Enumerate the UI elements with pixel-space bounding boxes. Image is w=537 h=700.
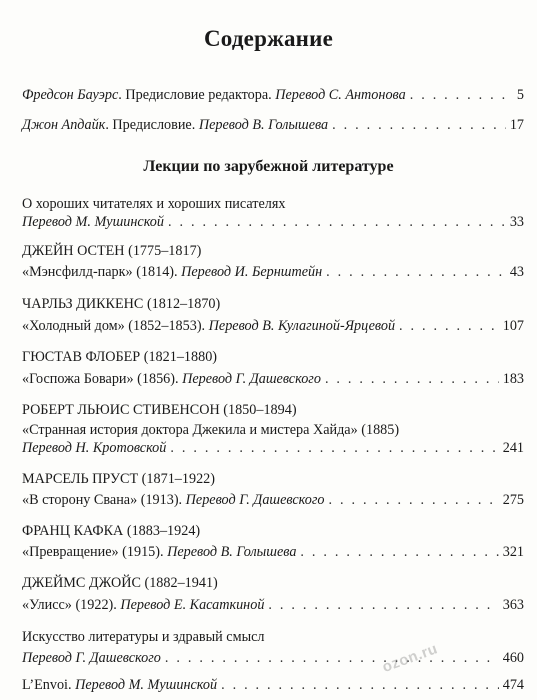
- dot-leader: [410, 85, 513, 105]
- toc-entry-front-2[interactable]: [22, 115, 524, 135]
- toc-entry-line[interactable]: [22, 595, 524, 615]
- dot-leader: [329, 490, 499, 510]
- dot-leader: [168, 212, 506, 232]
- toc-entry-text: [22, 369, 321, 389]
- page-number: 321: [502, 544, 524, 560]
- toc-entry-line[interactable]: [22, 438, 524, 458]
- translator-credit: Перевод В. Голышева: [167, 544, 297, 560]
- work-year: (1922).: [71, 597, 121, 613]
- page-number: 43: [509, 264, 524, 280]
- translator-credit: Перевод С. Антонова: [275, 87, 406, 103]
- watermark: ozon.ru: [380, 640, 440, 676]
- work-title: «Странная история доктора Джекила и мистера Хайда»: [22, 422, 358, 438]
- toc-entry-heading: РОБЕРТ ЛЬЮИС СТИВЕНСОН (1850–1894): [22, 402, 297, 418]
- page-title: Содержание: [204, 26, 333, 51]
- work-year: (1814).: [132, 264, 182, 280]
- dot-leader: [325, 369, 499, 389]
- translator-credit: Перевод И. Бернштейн: [181, 264, 323, 280]
- toc-entry-text: [22, 595, 264, 615]
- toc-entry-heading: ФРАНЦ КАФКА (1883–1924): [22, 523, 201, 539]
- author-name: Фредсон Бауэрс: [22, 87, 119, 103]
- author-name: Джон Апдайк: [22, 117, 106, 133]
- dot-leader: [170, 438, 498, 458]
- dot-leader: [300, 542, 498, 562]
- work-year: .: [67, 677, 76, 693]
- page-number: 33: [509, 214, 524, 230]
- page-number: 474: [502, 677, 524, 693]
- section-title: Лекции по зарубежной литературе: [143, 158, 394, 175]
- work-year: (1856).: [133, 371, 183, 387]
- translator-credit: Перевод Г. Дашевского: [182, 371, 321, 387]
- work-year: (1852–1853).: [124, 318, 209, 334]
- toc-entry-heading: ДЖЕЙН ОСТЕН (1775–1817): [22, 243, 202, 259]
- toc-entry-heading: ДЖЕЙМС ДЖОЙС (1882–1941): [22, 575, 218, 591]
- work-title: «Холодный дом»: [22, 318, 125, 334]
- work-title: «Госпожа Бовари»: [22, 371, 134, 387]
- toc-entry-text: [22, 438, 166, 458]
- work-title: L’Envoi: [22, 677, 68, 693]
- toc-entry-line[interactable]: [22, 648, 524, 668]
- dot-leader: [326, 262, 506, 282]
- toc-entry-line[interactable]: [22, 542, 524, 562]
- toc-entry-text: [22, 648, 161, 668]
- toc-entry-heading: ГЮСТАВ ФЛОБЕР (1821–1880): [22, 349, 218, 365]
- dot-leader: [399, 316, 499, 336]
- translator-credit: Перевод Н. Кротовской: [22, 440, 167, 456]
- work-year: (1913).: [137, 492, 186, 508]
- entry-description: . Предисловие редактора.: [118, 87, 276, 103]
- toc-entry-text: [22, 316, 395, 336]
- page-number: 183: [502, 371, 524, 387]
- toc-entry-text: [22, 542, 296, 562]
- work-title: «Превращение»: [22, 544, 119, 560]
- translator-credit: Перевод Е. Касаткиной: [120, 597, 265, 613]
- toc-entry-line[interactable]: [22, 675, 524, 695]
- toc-entry-heading: О хороших читателях и хороших писателях: [22, 196, 286, 212]
- page-number: 460: [502, 650, 524, 666]
- dot-leader: [332, 115, 506, 135]
- toc-entry-line[interactable]: [22, 316, 524, 336]
- work-title: «Мэнсфилд-парк»: [22, 264, 133, 280]
- translator-credit: Перевод В. Кулагиной-Ярцевой: [208, 318, 396, 334]
- page-number: 241: [502, 440, 524, 456]
- toc-entry-text: [22, 115, 328, 135]
- toc-entry-line[interactable]: [22, 490, 524, 510]
- toc-entry-work-line: [22, 420, 524, 440]
- toc-entry-text: [22, 675, 217, 695]
- work-title: «Улисс»: [22, 597, 72, 613]
- page-number: 17: [509, 117, 524, 133]
- dot-leader: [221, 675, 499, 695]
- toc-entry-text: [22, 490, 325, 510]
- toc-entry-line[interactable]: [22, 262, 524, 282]
- toc-entry-heading: МАРСЕЛЬ ПРУСТ (1871–1922): [22, 471, 215, 487]
- page-number: 107: [502, 318, 524, 334]
- toc-entry-heading: Искусство литературы и здравый смысл: [22, 629, 265, 645]
- translator-credit: Перевод Г. Дашевского: [185, 492, 325, 508]
- translator-credit: Перевод Г. Дашевского: [22, 650, 161, 666]
- page-number: 275: [502, 492, 524, 508]
- work-title: «В сторону Свана»: [22, 492, 138, 508]
- dot-leader: [165, 648, 499, 668]
- work-year: (1915).: [118, 544, 168, 560]
- toc-entry-line[interactable]: [22, 369, 524, 389]
- toc-entry-line[interactable]: [22, 212, 524, 232]
- toc-entry-text: [22, 262, 322, 282]
- translator-credit: Перевод М. Мушинской: [75, 677, 218, 693]
- toc-entry-text: [22, 85, 406, 105]
- entry-description: . Предисловие.: [105, 117, 199, 133]
- toc-entry-heading: ЧАРЛЬЗ ДИККЕНС (1812–1870): [22, 296, 221, 312]
- translator-credit: Перевод В. Голышева: [198, 117, 329, 133]
- page-number: 5: [516, 87, 524, 103]
- toc-entry-front-1[interactable]: [22, 85, 524, 105]
- translator-credit: Перевод М. Мушинской: [22, 214, 164, 230]
- page-number: 363: [502, 597, 524, 613]
- work-year: (1885): [357, 422, 400, 438]
- toc-entry-text: [22, 212, 164, 232]
- dot-leader: [268, 595, 498, 615]
